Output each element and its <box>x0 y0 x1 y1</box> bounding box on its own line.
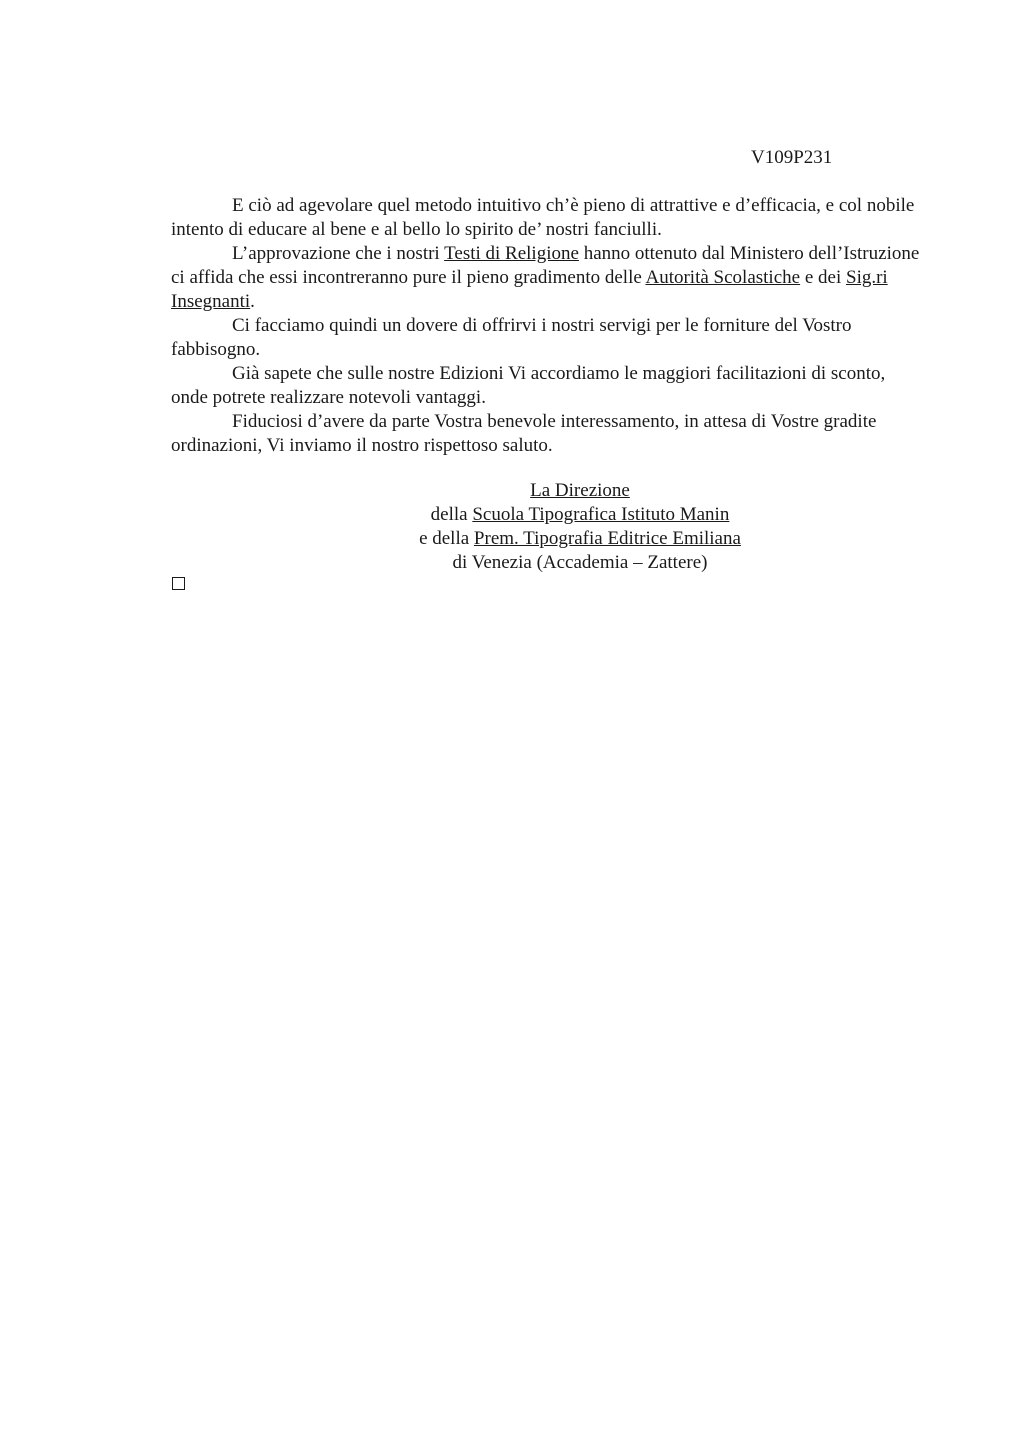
paragraph-2-text-d: . <box>250 291 255 312</box>
letter-body <box>171 194 921 458</box>
paragraph-2-text-a: L’approvazione che i nostri <box>232 243 445 264</box>
paragraph-2-text-b: hanno ottenuto dal Ministero dell’Istruzione ci affida che essi incontreranno pure il pieno gradimento delle <box>171 243 920 288</box>
paragraph-4: Già sapete che sulle nostre Edizioni Vi accordiamo le maggiori facilitazioni di sconto, onde potrete realizzare notevoli vantaggi. <box>171 363 886 408</box>
paragraph-2 <box>171 242 921 314</box>
underlined-testi-di-religione: Testi di Religione <box>444 243 579 264</box>
signature-publisher-name: Prem. Tipografia Editrice Emiliana <box>473 528 741 549</box>
signature-line-4: di Venezia (Accademia – Zattere) <box>452 552 708 573</box>
signature-line-3-prefix: e della <box>419 528 474 549</box>
document-reference-code: V109P231 <box>751 147 833 168</box>
signature-line-3 <box>330 527 830 551</box>
signature-line-1 <box>330 479 830 503</box>
signature-title: La Direzione <box>530 480 630 501</box>
paragraph-3: Ci facciamo quindi un dovere di offrirvi i nostri servigi per le forniture del Vostro fabbisogno. <box>171 315 852 360</box>
signature-line-2-prefix: della <box>430 504 473 525</box>
underlined-sig-ri-insegnanti: Sig.ri Insegnanti <box>171 267 888 312</box>
signature-line-2 <box>330 503 830 527</box>
underlined-autorita-scolastiche: Autorità Scolastiche <box>645 267 801 288</box>
empty-checkbox-icon[interactable] <box>172 577 185 590</box>
paragraph-2-text-c: e dei <box>800 267 846 288</box>
paragraph-5: Fiduciosi d’avere da parte Vostra benevole interessamento, in attesa di Vostre gradite ordinazioni, Vi inviamo il nostro rispettoso saluto. <box>171 411 877 456</box>
signature-block <box>330 479 830 575</box>
paragraph-1: E ciò ad agevolare quel metodo intuitivo ch’è pieno di attrattive e d’efficacia, e col nobile intento di educare al bene e al bello lo spirito de’ nostri fanciulli. <box>171 195 915 240</box>
signature-school-name: Scuola Tipografica Istituto Manin <box>472 504 730 525</box>
